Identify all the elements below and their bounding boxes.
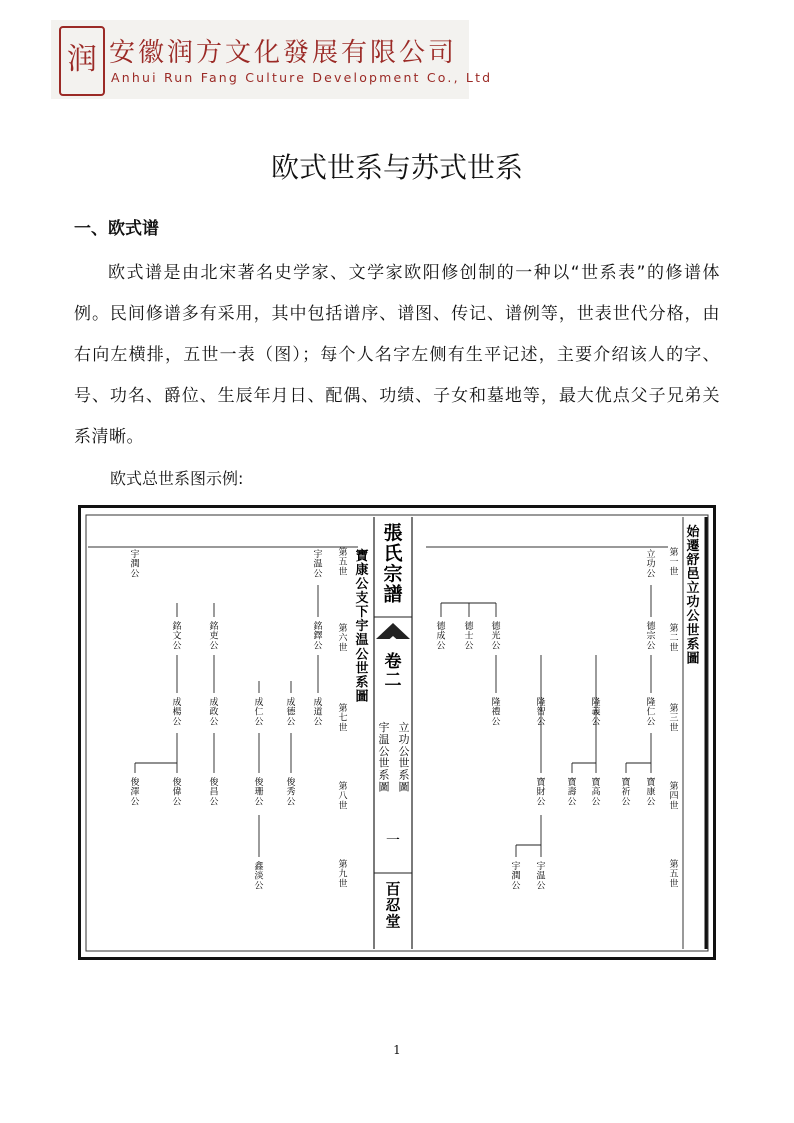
gen-label-2: 第二世 [669, 623, 679, 654]
person-r1: 立功公 [646, 549, 656, 580]
gen-label-left-7: 第七世 [338, 703, 348, 734]
person-l5b: 宇潤公 [130, 549, 140, 580]
center-title: 張氏宗譜 [383, 521, 403, 606]
gen-label-left-6: 第六世 [338, 623, 348, 654]
figure-caption: 欧式总世系图示例: [110, 469, 244, 488]
person-l8b: 俊珊公 [254, 777, 264, 808]
person-l6b: 銘吏公 [209, 621, 219, 652]
hall-name: 百忍堂 [385, 880, 401, 931]
left-panel-title: 寶康公支下宇温公世系圖 [355, 548, 369, 705]
center-subtitle-1: 立功公世系圖 [398, 721, 410, 794]
person-r3d: 隆智公 [536, 697, 546, 728]
person-r2a: 德宗公 [646, 621, 656, 652]
right-panel-title: 始遷舒邑立功公世系圖 [686, 524, 700, 667]
person-l8d: 俊偉公 [172, 777, 182, 808]
company-logo [51, 20, 493, 99]
body-paragraph: 欧式谱是由北宋著名史学家、文学家欧阳修创制的一种以“世系表”的修谱体例。民间修谱多有采用，其中包括谱序、谱图、传记、谱例等，世表世代分格，由右向左横排，五世一表（图）；每个人名字左侧有生平记述，主要介绍该人的字、号、功名、爵位、生辰年月日、配偶、功绩、子女和墓地等，最大优点父子兄弟关系清晰。 [74, 263, 720, 447]
person-r4a: 寶康公 [646, 777, 656, 808]
gen-label-left-9: 第九世 [338, 859, 348, 890]
person-l8c: 俊昌公 [209, 777, 219, 808]
person-r4b: 寶祈公 [621, 777, 631, 808]
person-l6a: 銘鐸公 [313, 621, 323, 652]
person-r2d: 德成公 [436, 621, 446, 652]
gen-label-5: 第五世 [669, 859, 679, 890]
person-l6c: 銘文公 [172, 621, 182, 652]
person-l7c: 成仁公 [254, 697, 264, 728]
company-seal: 润 [59, 26, 105, 96]
person-r4e: 寶財公 [536, 777, 546, 808]
person-r5a: 宇温公 [536, 861, 546, 892]
center-page-number: 一 [386, 832, 400, 849]
person-r2b: 德光公 [491, 621, 501, 652]
person-r4c: 寶高公 [591, 777, 601, 808]
person-l9a: 鑫淡公 [254, 861, 264, 892]
person-l7b: 成德公 [286, 697, 296, 728]
person-r4d: 寶壽公 [567, 777, 577, 808]
person-l7a: 成道公 [313, 697, 323, 728]
company-name-cn: 安徽润方文化發展有限公司 [109, 38, 458, 68]
person-r3c: 隆禮公 [491, 697, 501, 728]
person-l8e: 俊澤公 [130, 777, 140, 808]
gen-label-3: 第三世 [669, 703, 679, 734]
gen-label-left-8: 第八世 [338, 781, 348, 812]
person-l8a: 俊秀公 [286, 777, 296, 808]
page-number: 1 [393, 1043, 401, 1057]
person-r3b: 隆義公 [591, 697, 601, 728]
gen-label-1: 第一世 [669, 547, 679, 578]
genealogy-chart [78, 505, 716, 960]
page-title: 欧式世系与苏式世系 [270, 151, 523, 184]
person-l7d: 成政公 [209, 697, 219, 728]
center-subtitle-2: 宇温公世系圖 [378, 721, 390, 794]
person-r3a: 隆仁公 [646, 697, 656, 728]
company-name-en: Anhui Run Fang Culture Development Co., Ltd [111, 70, 493, 85]
gen-label-left-5: 第五世 [338, 547, 348, 578]
person-l5a: 宇温公 [313, 549, 323, 580]
person-r2c: 德士公 [464, 621, 474, 652]
person-l7e: 成楊公 [172, 697, 182, 728]
volume-label: 卷二 [384, 652, 402, 691]
section-heading: 一、欧式谱 [74, 219, 159, 239]
person-r5b: 宇潤公 [511, 861, 521, 892]
gen-label-4: 第四世 [669, 781, 679, 812]
